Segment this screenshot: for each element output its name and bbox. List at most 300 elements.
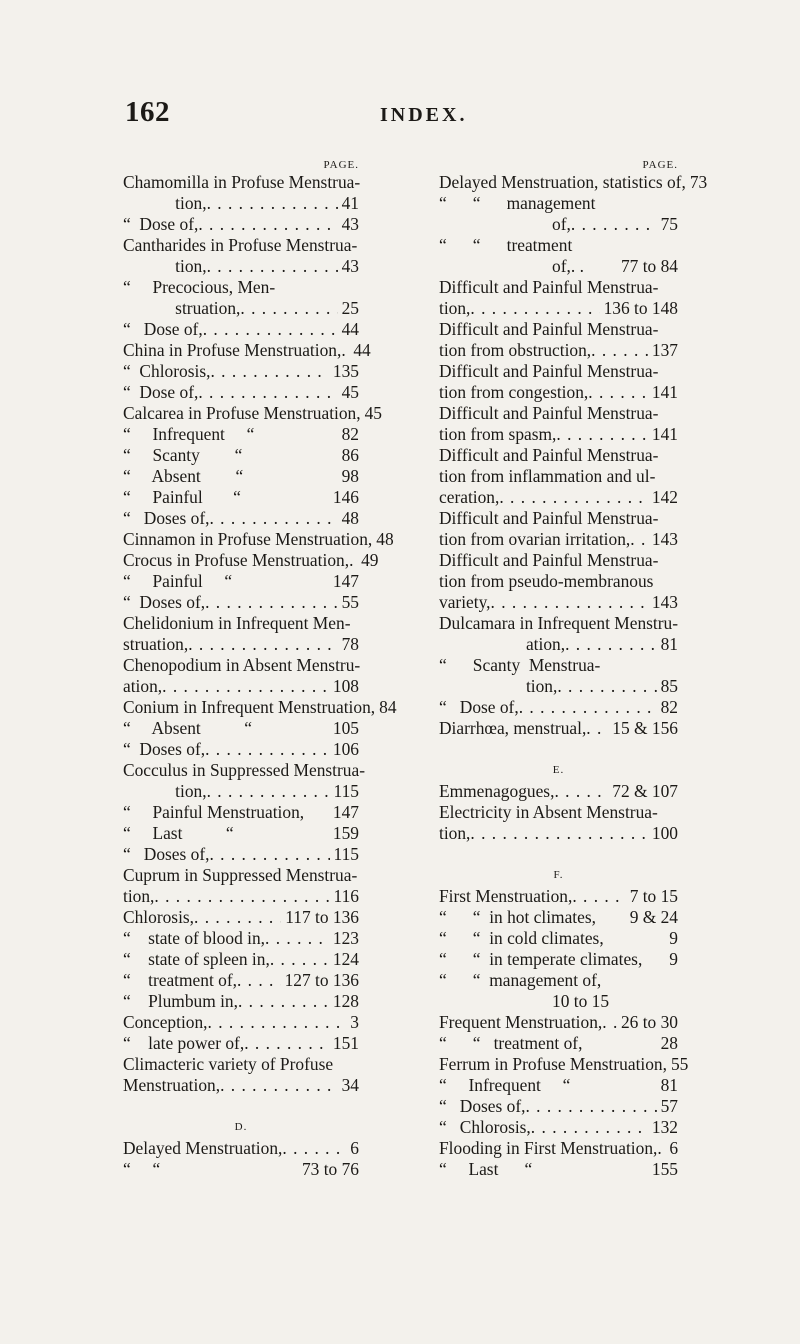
entry-page-ref: 72 & 107 [612, 781, 678, 801]
index-entry [439, 445, 678, 466]
entry-page-ref [674, 445, 678, 466]
entry-text: “ Scanty Menstrua- [439, 655, 601, 675]
entry-text: Chlorosis, [123, 907, 195, 927]
entry-page-ref: 136 to 148 [603, 298, 678, 318]
filler [658, 508, 674, 529]
index-entry [123, 361, 359, 382]
filler [333, 1054, 355, 1075]
entry-text: tion from inflammation and ul- [439, 466, 656, 486]
dot-leader [209, 508, 337, 529]
dot-leader [525, 1096, 656, 1117]
entry-page-ref: 43 [341, 214, 359, 234]
entry-text: struation, [123, 298, 241, 318]
entry-page-ref [674, 970, 678, 991]
entry-text: tion, [439, 298, 471, 318]
entry-page-ref: 135 [332, 361, 359, 381]
section-letter: E. [552, 764, 565, 776]
index-entry [123, 172, 359, 193]
index-entry [123, 1054, 359, 1075]
entry-page-ref [674, 403, 678, 424]
entry-text: “ “ in hot climates, [439, 907, 596, 927]
entry-page-ref: 9 & 24 [629, 907, 678, 927]
index-entry [123, 760, 365, 781]
dot-leader [237, 970, 281, 991]
entry-text: “ Absent “ [123, 718, 252, 738]
entry-text: Flooding in First Menstruation, [439, 1138, 658, 1158]
entry-page-ref: 9 [669, 949, 678, 969]
column-page-label: PAGE. [642, 159, 678, 171]
entry-text: Calcarea in Profuse Menstruation, [123, 403, 361, 423]
entry-page-ref: 7 to 15 [629, 886, 678, 906]
dot-leader [265, 928, 329, 949]
filler [658, 550, 674, 571]
dot-leader [207, 193, 338, 214]
filler [532, 1159, 648, 1180]
dot-leader [591, 340, 648, 361]
entry-page-ref [360, 655, 364, 676]
filler [658, 319, 674, 340]
index-entry [439, 991, 678, 1012]
entry-text: tion, [123, 256, 207, 276]
entry-page-ref: 81 [660, 1075, 678, 1095]
entry-page-ref: 117 to 136 [285, 907, 359, 927]
filler [241, 487, 329, 508]
filler [275, 277, 355, 298]
entry-text: Menstruation, [123, 1075, 221, 1095]
entry-text: Difficult and Painful Menstrua- [439, 508, 659, 528]
entry-text: Difficult and Painful Menstrua- [439, 403, 659, 423]
entry-text: “ Last “ [439, 1159, 533, 1179]
section-letter: F. [553, 869, 564, 881]
entry-text: tion, [439, 676, 558, 696]
index-entry [439, 1117, 678, 1138]
entry-page-ref: 127 to 136 [284, 970, 359, 990]
index-entry [123, 1012, 359, 1033]
index-entry [123, 445, 359, 466]
entry-text: Difficult and Painful Menstrua- [439, 445, 659, 465]
entry-text: Diarrhœa, menstrual, [439, 718, 587, 738]
entry-text: Crocus in Profuse Menstruation, [123, 550, 350, 570]
index-entry [439, 361, 678, 382]
index-entry [123, 718, 359, 739]
entry-text: “ “ [123, 1159, 161, 1179]
entry-page-ref: 105 [332, 718, 359, 738]
entry-page-ref: 86 [341, 445, 359, 465]
entry-text: “ late power of, [123, 1033, 245, 1053]
entry-text: Delayed Menstruation, [123, 1138, 283, 1158]
spacer [123, 1096, 359, 1117]
index-entry [439, 886, 678, 907]
index-entry [123, 403, 382, 424]
entry-page-ref: 9 [669, 928, 678, 948]
entry-page-ref: 98 [341, 466, 359, 486]
entry-text: Dulcamara in Infrequent Menstru- [439, 613, 679, 633]
index-entry [123, 529, 394, 550]
index-entry [439, 928, 678, 949]
entry-page-ref: 77 to 84 [620, 256, 678, 276]
index-entry [439, 1096, 678, 1117]
entry-page-ref: 124 [332, 949, 359, 969]
entry-text: ation, [123, 676, 163, 696]
entry-text: “ “ management of, [439, 970, 602, 990]
index-entry [439, 529, 678, 550]
entry-page-ref: 45 [364, 403, 382, 423]
entry-page-ref: 116 [333, 886, 359, 906]
filler [655, 466, 674, 487]
entry-text: Frequent Menstruation, [439, 1012, 603, 1032]
entry-page-ref: 43 [341, 256, 359, 276]
dot-leader [586, 718, 608, 739]
entry-page-ref: 100 [651, 823, 678, 843]
entry-page-ref: 141 [651, 424, 678, 444]
index-entry [439, 970, 678, 991]
entry-text: “ Doses of, [123, 739, 206, 759]
index-entry [439, 823, 678, 844]
index-entry [439, 718, 678, 739]
index-entry [439, 592, 678, 613]
index-entry [123, 1075, 359, 1096]
index-entry [439, 1033, 678, 1054]
dot-leader [588, 382, 648, 403]
entry-text: tion, [123, 781, 207, 801]
entry-list [123, 172, 397, 1180]
entry-text: “ Chlorosis, [439, 1117, 531, 1137]
entry-text: tion from spasm, [439, 424, 557, 444]
index-entry [439, 277, 678, 298]
entry-text: tion from obstruction, [439, 340, 592, 360]
entry-text: 10 to 15 [439, 991, 610, 1011]
index-entry [439, 655, 678, 676]
index-entry [439, 550, 678, 571]
index-entry [123, 823, 359, 844]
entry-text: Cantharides in Profuse Menstrua- [123, 235, 358, 255]
entry-text: of, [439, 214, 571, 234]
entry-text: tion, [123, 886, 155, 906]
entry-text: Cuprum in Suppressed Menstrua- [123, 865, 358, 885]
dot-leader [205, 592, 338, 613]
entry-text: “ Infrequent “ [123, 424, 255, 444]
filler [232, 571, 329, 592]
entry-page-ref [674, 235, 678, 256]
entry-text: Delayed Menstruation, statistics of, [439, 172, 686, 192]
entry-page-ref [674, 466, 678, 487]
dot-leader [499, 487, 648, 508]
index-entry [439, 571, 678, 592]
filler [595, 193, 674, 214]
entry-page-ref: 128 [332, 991, 359, 1011]
entry-page-ref [674, 802, 678, 823]
filler [658, 802, 674, 823]
entry-page-ref: 6 [350, 1138, 359, 1158]
entry-text: “ Dose of, [123, 382, 199, 402]
dot-leader [220, 1075, 338, 1096]
entry-text: “ Scanty “ [123, 445, 243, 465]
entry-page-ref [355, 1054, 359, 1075]
index-entry [439, 319, 678, 340]
dot-leader [207, 781, 330, 802]
entry-page-ref: 81 [660, 634, 678, 654]
index-entry [123, 886, 359, 907]
entry-text: Chenopodium in Absent Menstru- [123, 655, 361, 675]
index-entry [439, 634, 678, 655]
entry-page-ref [360, 172, 364, 193]
dot-leader [349, 550, 357, 571]
entry-page-ref [355, 613, 359, 634]
entry-text: “ “ in temperate climates, [439, 949, 643, 969]
dot-leader [470, 823, 648, 844]
dot-leader [198, 382, 337, 403]
entry-text: Ferrum in Profuse Menstruation, [439, 1054, 667, 1074]
dot-leader [556, 424, 648, 445]
dot-leader [209, 844, 329, 865]
page-number: 162 [125, 96, 170, 128]
entry-page-ref: 28 [660, 1033, 678, 1053]
index-entry [123, 214, 359, 235]
index-entry [439, 508, 678, 529]
index-entry [439, 424, 678, 445]
entry-page-ref: 3 [350, 1012, 359, 1032]
filler [243, 466, 337, 487]
entry-text: “ Dose of, [123, 214, 199, 234]
dot-leader [557, 676, 656, 697]
index-entry [123, 235, 359, 256]
index-entry [439, 382, 678, 403]
index-entry [439, 781, 678, 802]
index-entry [123, 781, 359, 802]
dot-leader [238, 991, 329, 1012]
entry-page-ref [674, 550, 678, 571]
index-entry [123, 928, 359, 949]
dot-leader [188, 634, 337, 655]
entry-text: “ Dose of, [439, 697, 519, 717]
entry-page-ref: 108 [332, 676, 359, 696]
entry-page-ref: 151 [332, 1033, 359, 1053]
filler [252, 718, 329, 739]
dot-leader [470, 298, 599, 319]
index-entry [123, 466, 359, 487]
entry-page-ref [357, 235, 361, 256]
entry-page-ref: 44 [341, 319, 359, 339]
entry-page-ref: 84 [379, 697, 397, 717]
entry-list [439, 172, 708, 1180]
dot-leader [205, 739, 329, 760]
entry-page-ref [678, 613, 682, 634]
entry-page-ref: 137 [651, 340, 678, 360]
entry-page-ref: 34 [341, 1075, 359, 1095]
index-entry [439, 1159, 678, 1180]
entry-page-ref: 82 [341, 424, 359, 444]
dot-leader [162, 676, 329, 697]
entry-text: “ Painful “ [123, 571, 233, 591]
index-entry [123, 550, 379, 571]
entry-text: Conception, [123, 1012, 208, 1032]
filler [642, 949, 665, 970]
index-entry [439, 487, 678, 508]
entry-page-ref: 73 [689, 172, 708, 192]
spacer [439, 739, 678, 760]
index-entry [123, 655, 359, 676]
entry-page-ref [674, 991, 678, 1012]
dot-leader [282, 1138, 346, 1159]
dot-leader [198, 214, 337, 235]
entry-page-ref: 75 [660, 214, 678, 234]
entry-page-ref: 132 [651, 1117, 678, 1137]
entry-text: “ Doses of, [123, 508, 210, 528]
entry-page-ref [357, 865, 361, 886]
entry-page-ref [365, 760, 369, 781]
filler [584, 256, 617, 277]
entry-text: “ Painful “ [123, 487, 241, 507]
entry-text: “ Doses of, [439, 1096, 526, 1116]
entry-text: Cocculus in Suppressed Menstrua- [123, 760, 365, 780]
dot-leader [194, 907, 281, 928]
entry-page-ref: 26 to 30 [620, 1012, 678, 1032]
entry-page-ref [674, 508, 678, 529]
index-entry [123, 319, 359, 340]
dot-leader [565, 634, 657, 655]
filler [658, 403, 674, 424]
entry-page-ref: 55 [670, 1054, 689, 1074]
entry-page-ref: 15 & 156 [612, 718, 678, 738]
index-entry [123, 613, 359, 634]
entry-text: Emmenagogues, [439, 781, 555, 801]
entry-text: “ Infrequent “ [439, 1075, 571, 1095]
index-entry [439, 1075, 678, 1096]
filler [570, 1075, 656, 1096]
index-entry [123, 949, 359, 970]
entry-text: “ Doses of, [123, 844, 210, 864]
entry-text: tion from ovarian irritation, [439, 529, 631, 549]
dot-leader [571, 214, 657, 235]
index-entry [123, 1138, 359, 1159]
index-entry [123, 298, 359, 319]
dot-leader [572, 886, 625, 907]
dot-leader [210, 361, 328, 382]
filler [658, 361, 674, 382]
entry-text: tion, [123, 193, 207, 213]
entry-page-ref: 73 to 76 [301, 1159, 359, 1179]
entry-text: “ Chlorosis, [123, 361, 211, 381]
entry-page-ref: 48 [341, 508, 359, 528]
index-entry [439, 214, 678, 235]
entry-text: Difficult and Painful Menstrua- [439, 319, 659, 339]
filler [582, 1033, 656, 1054]
entry-page-ref: 143 [651, 592, 678, 612]
entry-text: “ Painful Menstruation, [123, 802, 305, 822]
entry-text: China in Profuse Menstruation, [123, 340, 342, 360]
filler [604, 928, 666, 949]
filler [658, 445, 674, 466]
index-entry [123, 487, 359, 508]
index-entry [123, 193, 359, 214]
entry-page-ref [674, 361, 678, 382]
dot-leader [341, 340, 349, 361]
entry-page-ref [674, 193, 678, 214]
index-entry [439, 802, 678, 823]
entry-text: tion from congestion, [439, 382, 589, 402]
filler [160, 1159, 298, 1180]
entry-page-ref: 41 [341, 193, 359, 213]
index-entry [439, 466, 678, 487]
dot-leader [154, 886, 329, 907]
entry-text: “ Absent “ [123, 466, 244, 486]
index-entry [123, 697, 397, 718]
index-entry [439, 1138, 678, 1159]
dot-leader [491, 592, 648, 613]
index-column-left [123, 158, 397, 1180]
dot-leader [554, 781, 608, 802]
entry-page-ref: 142 [651, 487, 678, 507]
index-entry [123, 991, 359, 1012]
index-entry [123, 571, 359, 592]
index-entry [123, 970, 359, 991]
index-entry [123, 844, 359, 865]
filler [658, 277, 674, 298]
entry-page-ref [674, 319, 678, 340]
entry-page-ref: 147 [332, 571, 359, 591]
dot-leader [208, 1012, 347, 1033]
index-entry [439, 298, 678, 319]
index-entry [439, 949, 678, 970]
index-entry [439, 613, 678, 634]
index-entry [123, 277, 359, 298]
index-entry [439, 676, 678, 697]
entry-page-ref: 55 [341, 592, 359, 612]
entry-page-ref: 155 [651, 1159, 678, 1179]
entry-page-ref: 141 [651, 382, 678, 402]
entry-text: “ “ treatment of, [439, 1033, 583, 1053]
entry-text: “ Dose of, [123, 319, 203, 339]
filler [596, 907, 626, 928]
filler [609, 991, 674, 1012]
entry-text: Chamomilla in Profuse Menstrua- [123, 172, 361, 192]
dot-leader [657, 1138, 665, 1159]
dot-leader [519, 697, 657, 718]
entry-page-ref: 115 [333, 844, 359, 864]
index-entry [123, 1159, 359, 1180]
entry-page-ref [674, 655, 678, 676]
index-entry [439, 697, 678, 718]
index-entry [439, 907, 678, 928]
index-entry [439, 193, 678, 214]
entry-page-ref: 159 [332, 823, 359, 843]
dot-leader [531, 1117, 648, 1138]
index-entry [123, 676, 359, 697]
entry-text: Difficult and Painful Menstrua- [439, 550, 659, 570]
entry-page-ref [674, 277, 678, 298]
index-entry [123, 256, 359, 277]
entry-text: Difficult and Painful Menstrua- [439, 361, 659, 381]
entry-text: Cinnamon in Profuse Menstruation, [123, 529, 373, 549]
index-entry [123, 1033, 359, 1054]
filler [572, 235, 674, 256]
index-entry [439, 172, 708, 193]
column-page-label: PAGE. [323, 159, 359, 171]
entry-page-ref: 44 [353, 340, 371, 360]
entry-page-ref: 146 [332, 487, 359, 507]
entry-text: First Menstruation, [439, 886, 573, 906]
index-entry [439, 1054, 689, 1075]
entry-text: variety, [439, 592, 491, 612]
filler [653, 571, 674, 592]
entry-page-ref: 115 [333, 781, 359, 801]
entry-page-ref: 106 [332, 739, 359, 759]
index-entry [123, 802, 359, 823]
entry-page-ref: 78 [341, 634, 359, 654]
entry-text: “ state of spleen in, [123, 949, 270, 969]
entry-text: “ “ treatment [439, 235, 573, 255]
entry-page-ref: 147 [332, 802, 359, 822]
